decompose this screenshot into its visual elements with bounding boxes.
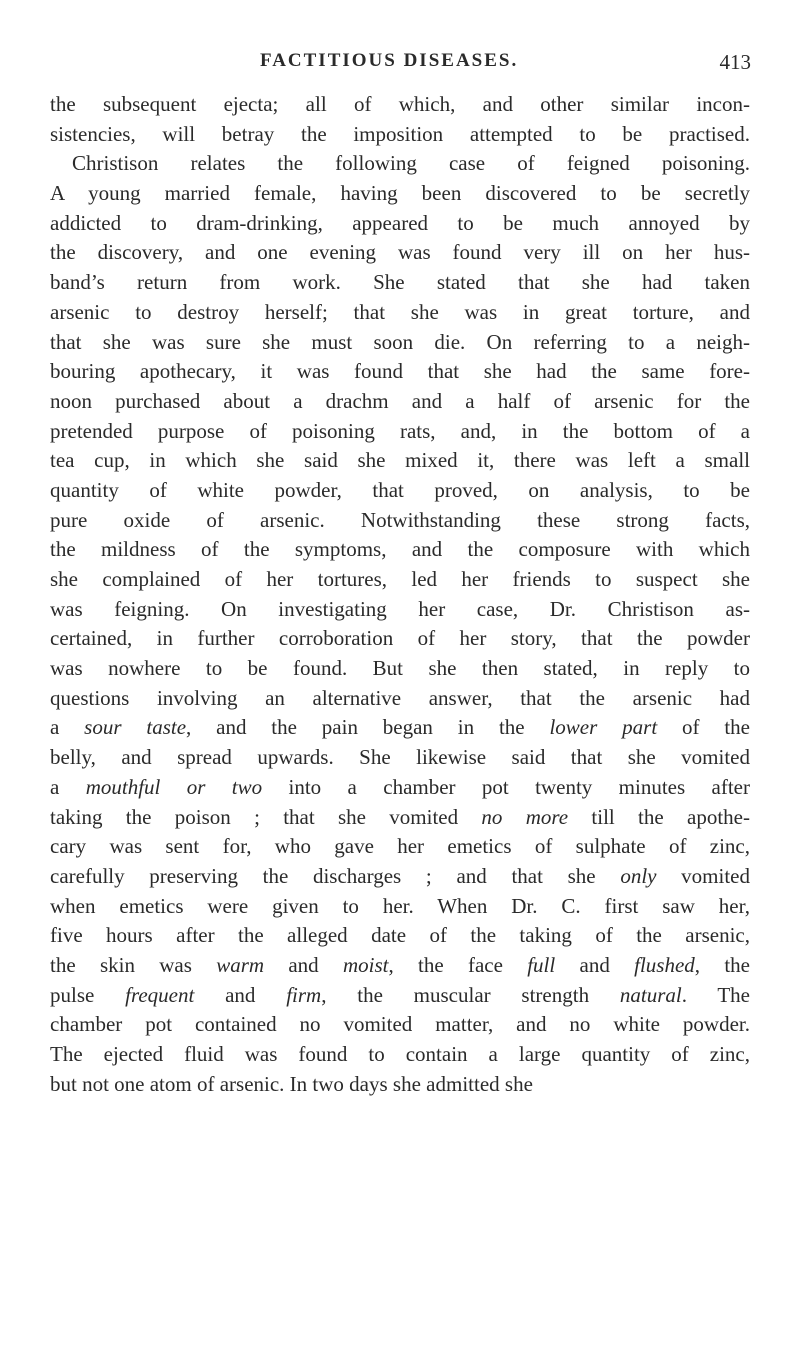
text-line: [50, 298, 750, 328]
text-line: [50, 506, 750, 536]
text-run: chamber pot contained no vomited matter, and no white powder.: [50, 1012, 750, 1037]
text-run: pulse: [50, 982, 126, 1007]
page-header: [0, 50, 800, 80]
text-run: pretended purpose of poisoning rats, and, in the bottom of a: [50, 418, 750, 443]
text-line: [50, 981, 750, 1011]
text-line: [50, 951, 750, 981]
text-run: vomited: [656, 863, 750, 888]
text-run: when emetics were given to her. When Dr. C. first saw her,: [50, 893, 750, 918]
text-line: [50, 654, 750, 684]
body-text: [50, 90, 750, 1099]
text-run: questions involving an alternative answer, that the arsenic had: [50, 685, 750, 710]
text-run: Christison relates the following case of feigned poisoning.: [72, 151, 750, 176]
text-line: [50, 328, 750, 358]
text-line: [50, 1070, 750, 1100]
italic-text: flushed: [634, 952, 695, 977]
text-run: a: [50, 774, 86, 799]
italic-text: sour taste: [84, 715, 187, 740]
text-line: [50, 238, 750, 268]
text-line: [50, 179, 750, 209]
text-run: carefully preserving the discharges ; and that she: [50, 863, 621, 888]
text-line: [50, 743, 750, 773]
text-line: [50, 387, 750, 417]
text-line: [50, 535, 750, 565]
text-line: [50, 713, 750, 743]
text-line: [50, 595, 750, 625]
text-run: till the apothe-: [568, 804, 750, 829]
text-run: of the: [657, 715, 750, 740]
text-run: , and the pain began in the: [186, 715, 550, 740]
text-line: [50, 1010, 750, 1040]
text-run: belly, and spread upwards. She likewise said that she vomited: [50, 745, 750, 770]
text-line: [50, 803, 750, 833]
text-run: . The: [681, 982, 750, 1007]
text-run: the skin was: [50, 952, 217, 977]
text-line: [50, 624, 750, 654]
text-run: bouring apothecary, it was found that she had the same fore-: [50, 359, 750, 384]
text-line: [50, 476, 750, 506]
text-line: [50, 120, 750, 150]
text-run: was feigning. On investigating her case, Dr. Christison as-: [50, 596, 750, 621]
text-run: pure oxide of arsenic. Notwithstanding these strong facts,: [50, 507, 750, 532]
text-run: sistencies, will betray the imposition attempted to be practised.: [50, 121, 750, 146]
running-head: FACTITIOUS DISEASES.: [260, 50, 519, 71]
text-run: but not one atom of arsenic. In two days she admitted she: [50, 1071, 533, 1096]
page-number: 413: [719, 50, 751, 74]
text-line: [50, 892, 750, 922]
text-run: band’s return from work. She stated that she had taken: [50, 270, 750, 295]
text-run: a: [50, 715, 85, 740]
text-line: [50, 90, 750, 120]
text-run: and: [555, 952, 635, 977]
text-line: [50, 1040, 750, 1070]
text-run: the discovery, and one evening was found very ill on her hus-: [50, 240, 750, 265]
text-line: [50, 417, 750, 447]
text-run: certained, in further corroboration of her story, that the powder: [50, 626, 750, 651]
italic-text: moist: [342, 952, 389, 977]
text-line: [50, 209, 750, 239]
text-run: noon purchased about a drachm and a half of arsenic for the: [50, 388, 750, 413]
text-run: and: [264, 952, 343, 977]
text-run: quantity of white powder, that proved, on analysis, to be: [50, 477, 750, 502]
italic-text: full: [527, 952, 556, 977]
text-run: The ejected fluid was found to contain a large quantity of zinc,: [50, 1042, 750, 1066]
text-run: and: [194, 982, 287, 1007]
text-run: that she was sure she must soon die. On referring to a neigh-: [50, 329, 750, 354]
text-line: [50, 862, 750, 892]
italic-text: warm: [216, 952, 265, 977]
text-line: [50, 268, 750, 298]
text-line: [50, 921, 750, 951]
text-run: , the muscular strength: [321, 982, 620, 1007]
text-line: [50, 565, 750, 595]
italic-text: lower part: [549, 715, 658, 740]
text-run: the mildness of the symptoms, and the composure with which: [50, 537, 750, 562]
text-run: A young married female, having been discovered to be secretly: [50, 181, 750, 206]
text-run: five hours after the alleged date of the taking of the arsenic,: [50, 923, 750, 948]
text-run: tea cup, in which she said she mixed it, there was left a small: [50, 448, 750, 473]
italic-text: no more: [481, 804, 569, 829]
text-run: the subsequent ejecta; all of which, and other similar incon-: [50, 92, 750, 116]
text-line: [50, 149, 750, 179]
text-line: [50, 832, 750, 862]
text-run: addicted to dram-drinking, appeared to be much annoyed by: [50, 210, 750, 235]
italic-text: natural: [619, 982, 682, 1007]
text-run: into a chamber pot twenty minutes after: [262, 774, 750, 799]
text-run: taking the poison ; that she vomited: [50, 804, 482, 829]
text-line: [50, 446, 750, 476]
text-line: [50, 357, 750, 387]
text-run: , the face: [388, 952, 528, 977]
text-run: she complained of her tortures, led her friends to suspect she: [50, 567, 750, 591]
text-run: , the: [694, 952, 750, 977]
text-line: [50, 684, 750, 714]
text-run: arsenic to destroy herself; that she was in great torture, and: [50, 299, 750, 324]
italic-text: frequent: [125, 982, 195, 1007]
text-run: was nowhere to be found. But she then stated, in reply to: [50, 656, 750, 681]
text-run: cary was sent for, who gave her emetics of sulphate of zinc,: [50, 834, 750, 859]
text-line: [50, 773, 750, 803]
italic-text: firm: [286, 982, 322, 1007]
italic-text: mouthful or two: [85, 774, 263, 799]
italic-text: only: [620, 863, 657, 888]
